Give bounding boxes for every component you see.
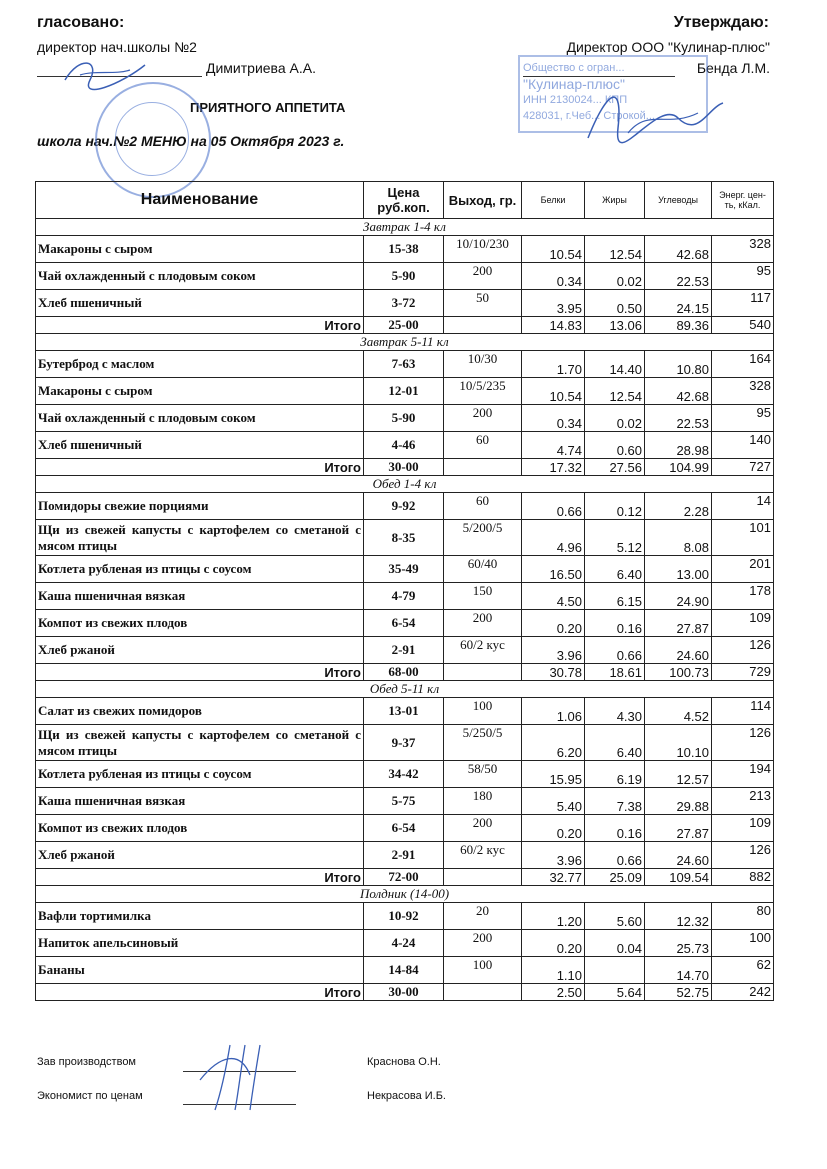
dish-fat: 4.30 <box>585 698 645 725</box>
dish-energy: 213 <box>712 788 774 815</box>
dish-energy: 178 <box>712 583 774 610</box>
dish-yield: 200 <box>444 610 522 637</box>
dish-carbs: 2.28 <box>645 493 712 520</box>
dish-protein: 1.10 <box>522 957 585 984</box>
section-title: Обед 1-4 кл <box>36 476 774 493</box>
menu-table <box>35 181 774 1001</box>
dish-carbs: 28.98 <box>645 432 712 459</box>
section-row <box>36 886 774 903</box>
dish-energy: 109 <box>712 610 774 637</box>
dish-fat: 5.60 <box>585 903 645 930</box>
total-yield-empty <box>444 664 522 681</box>
col-fat: Жиры <box>585 182 645 219</box>
total-carbs: 89.36 <box>645 317 712 334</box>
dish-carbs: 25.73 <box>645 930 712 957</box>
dish-price: 14-84 <box>364 957 444 984</box>
dish-yield: 200 <box>444 263 522 290</box>
total-label: Итого <box>36 317 364 334</box>
table-row <box>36 761 774 788</box>
dish-yield: 60 <box>444 432 522 459</box>
dish-fat: 12.54 <box>585 236 645 263</box>
dish-price: 5-90 <box>364 405 444 432</box>
col-energy: Энерг. цен-ть, кКал. <box>712 182 774 219</box>
dish-carbs: 22.53 <box>645 263 712 290</box>
dish-name: Котлета рубленая из птицы с соусом <box>36 556 364 583</box>
dish-carbs: 22.53 <box>645 405 712 432</box>
left-approver-role: директор нач.школы №2 <box>37 39 197 55</box>
dish-carbs: 24.60 <box>645 637 712 664</box>
table-row <box>36 351 774 378</box>
right-approval-title: Утверждаю: <box>673 14 769 31</box>
table-row <box>36 725 774 761</box>
dish-name: Хлеб ржаной <box>36 637 364 664</box>
dish-yield: 10/30 <box>444 351 522 378</box>
total-row <box>36 869 774 886</box>
table-row <box>36 290 774 317</box>
total-fat: 13.06 <box>585 317 645 334</box>
dish-price: 5-90 <box>364 263 444 290</box>
dish-energy: 201 <box>712 556 774 583</box>
dish-energy: 100 <box>712 930 774 957</box>
section-row <box>36 219 774 236</box>
total-row <box>36 317 774 334</box>
total-price: 30-00 <box>364 459 444 476</box>
table-row <box>36 788 774 815</box>
section-title: Полдник (14-00) <box>36 886 774 903</box>
dish-yield: 150 <box>444 583 522 610</box>
total-yield-empty <box>444 869 522 886</box>
dish-fat: 0.16 <box>585 610 645 637</box>
dish-price: 13-01 <box>364 698 444 725</box>
dish-name: Каша пшеничная вязкая <box>36 583 364 610</box>
menu-title: школа нач.№2 МЕНЮ на 05 Октября 2023 г. <box>37 133 345 149</box>
dish-yield: 20 <box>444 903 522 930</box>
dish-fat: 0.04 <box>585 930 645 957</box>
total-row <box>36 459 774 476</box>
dish-yield: 10/5/235 <box>444 378 522 405</box>
dish-yield: 60/40 <box>444 556 522 583</box>
dish-protein: 0.20 <box>522 610 585 637</box>
stamp-line: ИНН 2130024... КПП <box>523 94 628 106</box>
dish-protein: 3.95 <box>522 290 585 317</box>
total-price: 68-00 <box>364 664 444 681</box>
total-protein: 17.32 <box>522 459 585 476</box>
dish-yield: 200 <box>444 405 522 432</box>
total-price: 30-00 <box>364 984 444 1001</box>
dish-protein: 0.20 <box>522 930 585 957</box>
table-row <box>36 610 774 637</box>
dish-name: Помидоры свежие порциями <box>36 493 364 520</box>
dish-carbs: 24.60 <box>645 842 712 869</box>
table-row <box>36 903 774 930</box>
dish-protein: 0.20 <box>522 815 585 842</box>
dish-price: 34-42 <box>364 761 444 788</box>
total-label: Итого <box>36 984 364 1001</box>
dish-protein: 1.20 <box>522 903 585 930</box>
dish-carbs: 10.80 <box>645 351 712 378</box>
total-row <box>36 984 774 1001</box>
footer-role-production: Зав производством <box>37 1056 136 1068</box>
dish-yield: 10/10/230 <box>444 236 522 263</box>
dish-price: 15-38 <box>364 236 444 263</box>
dish-carbs: 4.52 <box>645 698 712 725</box>
dish-name: Щи из свежей капусты с картофелем со сметаной с мясом птицы <box>36 725 364 761</box>
dish-protein: 3.96 <box>522 842 585 869</box>
dish-price: 2-91 <box>364 637 444 664</box>
dish-energy: 117 <box>712 290 774 317</box>
dish-name: Бананы <box>36 957 364 984</box>
dish-carbs: 27.87 <box>645 815 712 842</box>
dish-price: 35-49 <box>364 556 444 583</box>
table-row <box>36 378 774 405</box>
table-row <box>36 432 774 459</box>
dish-name: Макароны с сыром <box>36 378 364 405</box>
dish-carbs: 42.68 <box>645 378 712 405</box>
dish-carbs: 27.87 <box>645 610 712 637</box>
dish-energy: 95 <box>712 263 774 290</box>
dish-yield: 60/2 кус <box>444 637 522 664</box>
dish-energy: 101 <box>712 520 774 556</box>
dish-price: 4-46 <box>364 432 444 459</box>
section-title: Завтрак 1-4 кл <box>36 219 774 236</box>
dish-protein: 10.54 <box>522 378 585 405</box>
dish-energy: 328 <box>712 378 774 405</box>
dish-name: Компот из свежих плодов <box>36 815 364 842</box>
dish-carbs: 8.08 <box>645 520 712 556</box>
dish-fat: 14.40 <box>585 351 645 378</box>
dish-yield: 50 <box>444 290 522 317</box>
dish-carbs: 24.15 <box>645 290 712 317</box>
dish-fat: 7.38 <box>585 788 645 815</box>
dish-price: 12-01 <box>364 378 444 405</box>
dish-name: Каша пшеничная вязкая <box>36 788 364 815</box>
table-row <box>36 637 774 664</box>
total-carbs: 104.99 <box>645 459 712 476</box>
dish-protein: 1.70 <box>522 351 585 378</box>
col-carbs: Углеводы <box>645 182 712 219</box>
table-row <box>36 236 774 263</box>
total-carbs: 52.75 <box>645 984 712 1001</box>
dish-name: Хлеб пшеничный <box>36 432 364 459</box>
dish-yield: 5/200/5 <box>444 520 522 556</box>
total-label: Итого <box>36 869 364 886</box>
table-row <box>36 520 774 556</box>
stamp-line: Общество с огран... <box>523 62 625 74</box>
stamp-line: 428031, г.Чеб... Строкой... <box>523 110 655 122</box>
total-yield-empty <box>444 317 522 334</box>
total-carbs: 100.73 <box>645 664 712 681</box>
dish-protein: 0.66 <box>522 493 585 520</box>
right-approver-role: Директор ООО "Кулинар-плюс" <box>566 39 770 55</box>
dish-protein: 5.40 <box>522 788 585 815</box>
dish-price: 9-37 <box>364 725 444 761</box>
dish-energy: 140 <box>712 432 774 459</box>
dish-name: Хлеб ржаной <box>36 842 364 869</box>
section-row <box>36 334 774 351</box>
total-label: Итого <box>36 664 364 681</box>
dish-energy: 328 <box>712 236 774 263</box>
dish-name: Напиток апельсиновый <box>36 930 364 957</box>
footer-role-economist: Экономист по ценам <box>37 1090 143 1102</box>
dish-fat: 0.02 <box>585 405 645 432</box>
dish-fat: 6.40 <box>585 725 645 761</box>
col-protein: Белки <box>522 182 585 219</box>
table-row <box>36 698 774 725</box>
dish-price: 4-79 <box>364 583 444 610</box>
dish-fat: 6.15 <box>585 583 645 610</box>
dish-energy: 194 <box>712 761 774 788</box>
dish-fat: 6.19 <box>585 761 645 788</box>
dish-energy: 126 <box>712 725 774 761</box>
dish-price: 2-91 <box>364 842 444 869</box>
total-fat: 25.09 <box>585 869 645 886</box>
dish-yield: 60 <box>444 493 522 520</box>
total-energy: 242 <box>712 984 774 1001</box>
dish-protein: 3.96 <box>522 637 585 664</box>
dish-carbs: 12.57 <box>645 761 712 788</box>
dish-carbs: 13.00 <box>645 556 712 583</box>
total-protein: 32.77 <box>522 869 585 886</box>
dish-protein: 0.34 <box>522 405 585 432</box>
dish-energy: 62 <box>712 957 774 984</box>
total-yield-empty <box>444 459 522 476</box>
round-stamp-inner <box>115 102 189 176</box>
dish-name: Чай охлажденный с плодовым соком <box>36 263 364 290</box>
dish-price: 10-92 <box>364 903 444 930</box>
dish-name: Котлета рубленая из птицы с соусом <box>36 761 364 788</box>
total-energy: 540 <box>712 317 774 334</box>
dish-protein: 6.20 <box>522 725 585 761</box>
dish-yield: 200 <box>444 815 522 842</box>
dish-energy: 164 <box>712 351 774 378</box>
dish-fat: 0.12 <box>585 493 645 520</box>
dish-yield: 5/250/5 <box>444 725 522 761</box>
dish-protein: 15.95 <box>522 761 585 788</box>
footer-name-economist: Некрасова И.Б. <box>367 1090 446 1102</box>
section-row <box>36 681 774 698</box>
dish-name: Компот из свежих плодов <box>36 610 364 637</box>
table-row <box>36 556 774 583</box>
dish-energy: 95 <box>712 405 774 432</box>
total-row <box>36 664 774 681</box>
dish-price: 5-75 <box>364 788 444 815</box>
section-title: Завтрак 5-11 кл <box>36 334 774 351</box>
dish-price: 7-63 <box>364 351 444 378</box>
dish-protein: 1.06 <box>522 698 585 725</box>
dish-yield: 200 <box>444 930 522 957</box>
right-signature <box>578 78 728 153</box>
dish-name: Хлеб пшеничный <box>36 290 364 317</box>
dish-carbs: 10.10 <box>645 725 712 761</box>
table-row <box>36 815 774 842</box>
dish-fat: 0.02 <box>585 263 645 290</box>
total-energy: 729 <box>712 664 774 681</box>
dish-protein: 4.96 <box>522 520 585 556</box>
col-yield: Выход, гр. <box>444 182 522 219</box>
dish-name: Чай охлажденный с плодовым соком <box>36 405 364 432</box>
dish-fat: 0.50 <box>585 290 645 317</box>
dish-energy: 126 <box>712 637 774 664</box>
section-row <box>36 476 774 493</box>
section-title: Обед 5-11 кл <box>36 681 774 698</box>
dish-price: 3-72 <box>364 290 444 317</box>
total-energy: 727 <box>712 459 774 476</box>
total-protein: 30.78 <box>522 664 585 681</box>
total-fat: 18.61 <box>585 664 645 681</box>
slogan: ПРИЯТНОГО АППЕТИТА <box>190 100 346 115</box>
dish-carbs: 29.88 <box>645 788 712 815</box>
col-price: Цена руб.коп. <box>364 182 444 219</box>
table-row <box>36 493 774 520</box>
dish-fat <box>585 957 645 984</box>
dish-fat: 12.54 <box>585 378 645 405</box>
dish-name: Вафли тортимилка <box>36 903 364 930</box>
total-price: 72-00 <box>364 869 444 886</box>
total-protein: 2.50 <box>522 984 585 1001</box>
stamp-line: "Кулинар-плюс" <box>523 76 625 92</box>
dish-carbs: 14.70 <box>645 957 712 984</box>
dish-protein: 4.74 <box>522 432 585 459</box>
dish-carbs: 42.68 <box>645 236 712 263</box>
dish-name: Щи из свежей капусты с картофелем со сметаной с мясом птицы <box>36 520 364 556</box>
total-yield-empty <box>444 984 522 1001</box>
dish-price: 4-24 <box>364 930 444 957</box>
table-row <box>36 405 774 432</box>
total-carbs: 109.54 <box>645 869 712 886</box>
table-row <box>36 583 774 610</box>
left-signature <box>60 50 150 95</box>
dish-price: 8-35 <box>364 520 444 556</box>
total-label: Итого <box>36 459 364 476</box>
dish-fat: 0.66 <box>585 842 645 869</box>
dish-carbs: 24.90 <box>645 583 712 610</box>
table-row <box>36 842 774 869</box>
dish-protein: 16.50 <box>522 556 585 583</box>
dish-yield: 100 <box>444 957 522 984</box>
dish-yield: 100 <box>444 698 522 725</box>
dish-fat: 0.16 <box>585 815 645 842</box>
dish-protein: 0.34 <box>522 263 585 290</box>
total-fat: 27.56 <box>585 459 645 476</box>
dish-name: Макароны с сыром <box>36 236 364 263</box>
right-approver-name: Бенда Л.М. <box>696 60 770 76</box>
footer-name-production: Краснова О.Н. <box>367 1056 441 1068</box>
table-row <box>36 930 774 957</box>
dish-energy: 126 <box>712 842 774 869</box>
dish-protein: 4.50 <box>522 583 585 610</box>
dish-price: 9-92 <box>364 493 444 520</box>
dish-fat: 5.12 <box>585 520 645 556</box>
dish-carbs: 12.32 <box>645 903 712 930</box>
dish-yield: 58/50 <box>444 761 522 788</box>
dish-yield: 60/2 кус <box>444 842 522 869</box>
dish-fat: 0.60 <box>585 432 645 459</box>
total-fat: 5.64 <box>585 984 645 1001</box>
dish-yield: 180 <box>444 788 522 815</box>
dish-name: Салат из свежих помидоров <box>36 698 364 725</box>
dish-price: 6-54 <box>364 610 444 637</box>
total-price: 25-00 <box>364 317 444 334</box>
dish-energy: 109 <box>712 815 774 842</box>
dish-protein: 10.54 <box>522 236 585 263</box>
dish-energy: 14 <box>712 493 774 520</box>
col-name: Наименование <box>36 182 364 219</box>
total-protein: 14.83 <box>522 317 585 334</box>
dish-fat: 6.40 <box>585 556 645 583</box>
left-approver-name: Димитриева А.А. <box>206 60 316 76</box>
footer-signature <box>190 1035 280 1115</box>
dish-price: 6-54 <box>364 815 444 842</box>
left-approval-title: гласовано: <box>37 14 125 31</box>
dish-fat: 0.66 <box>585 637 645 664</box>
dish-energy: 80 <box>712 903 774 930</box>
table-row <box>36 263 774 290</box>
dish-energy: 114 <box>712 698 774 725</box>
total-energy: 882 <box>712 869 774 886</box>
table-row <box>36 957 774 984</box>
dish-name: Бутерброд с маслом <box>36 351 364 378</box>
